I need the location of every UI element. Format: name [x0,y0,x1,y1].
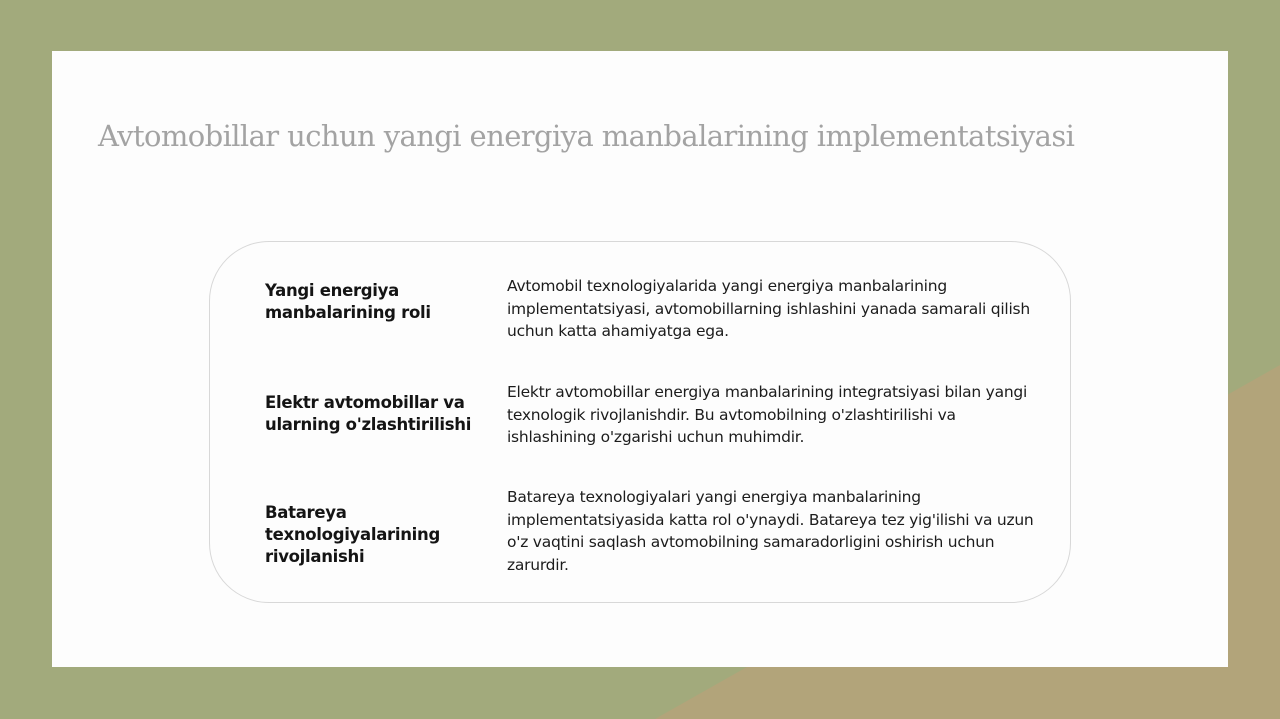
row-heading: Batareya texnologiyalarining rivojlanishi [265,503,440,566]
row-description: Avtomobil texnologiyalarida yangi energiya manbalarining implementatsiyasi, avtomobillarning ishlashini yanada samarali qilish uchun katta ahamiyatga ega. [507,277,1030,340]
slide [52,51,1228,667]
content-card [209,241,1071,603]
row-description: Elektr avtomobillar energiya manbalarining integratsiyasi bilan yangi texnologik rivojlanishdir. Bu avtomobilning o'zlashtirilishi va ishlashining o'zgarishi uchun muhimdir. [507,383,1028,446]
row-description: Batareya texnologiyalari yangi energiya manbalarining implementatsiyasida katta rol o'ynaydi. Batareya tez yig'ilishi va uzun o'z vaqtini saqlash avtomobilning samaradorligini oshirish uchun zarurdir. [507,488,1034,574]
row-heading: Elektr avtomobillar va ularning o'zlashtirilishi [265,393,472,434]
slide-title: Avtomobillar uchun yangi energiya manbalarining implementatsiyasi [98,119,1075,153]
row-heading: Yangi energiya manbalarining roli [265,281,431,322]
